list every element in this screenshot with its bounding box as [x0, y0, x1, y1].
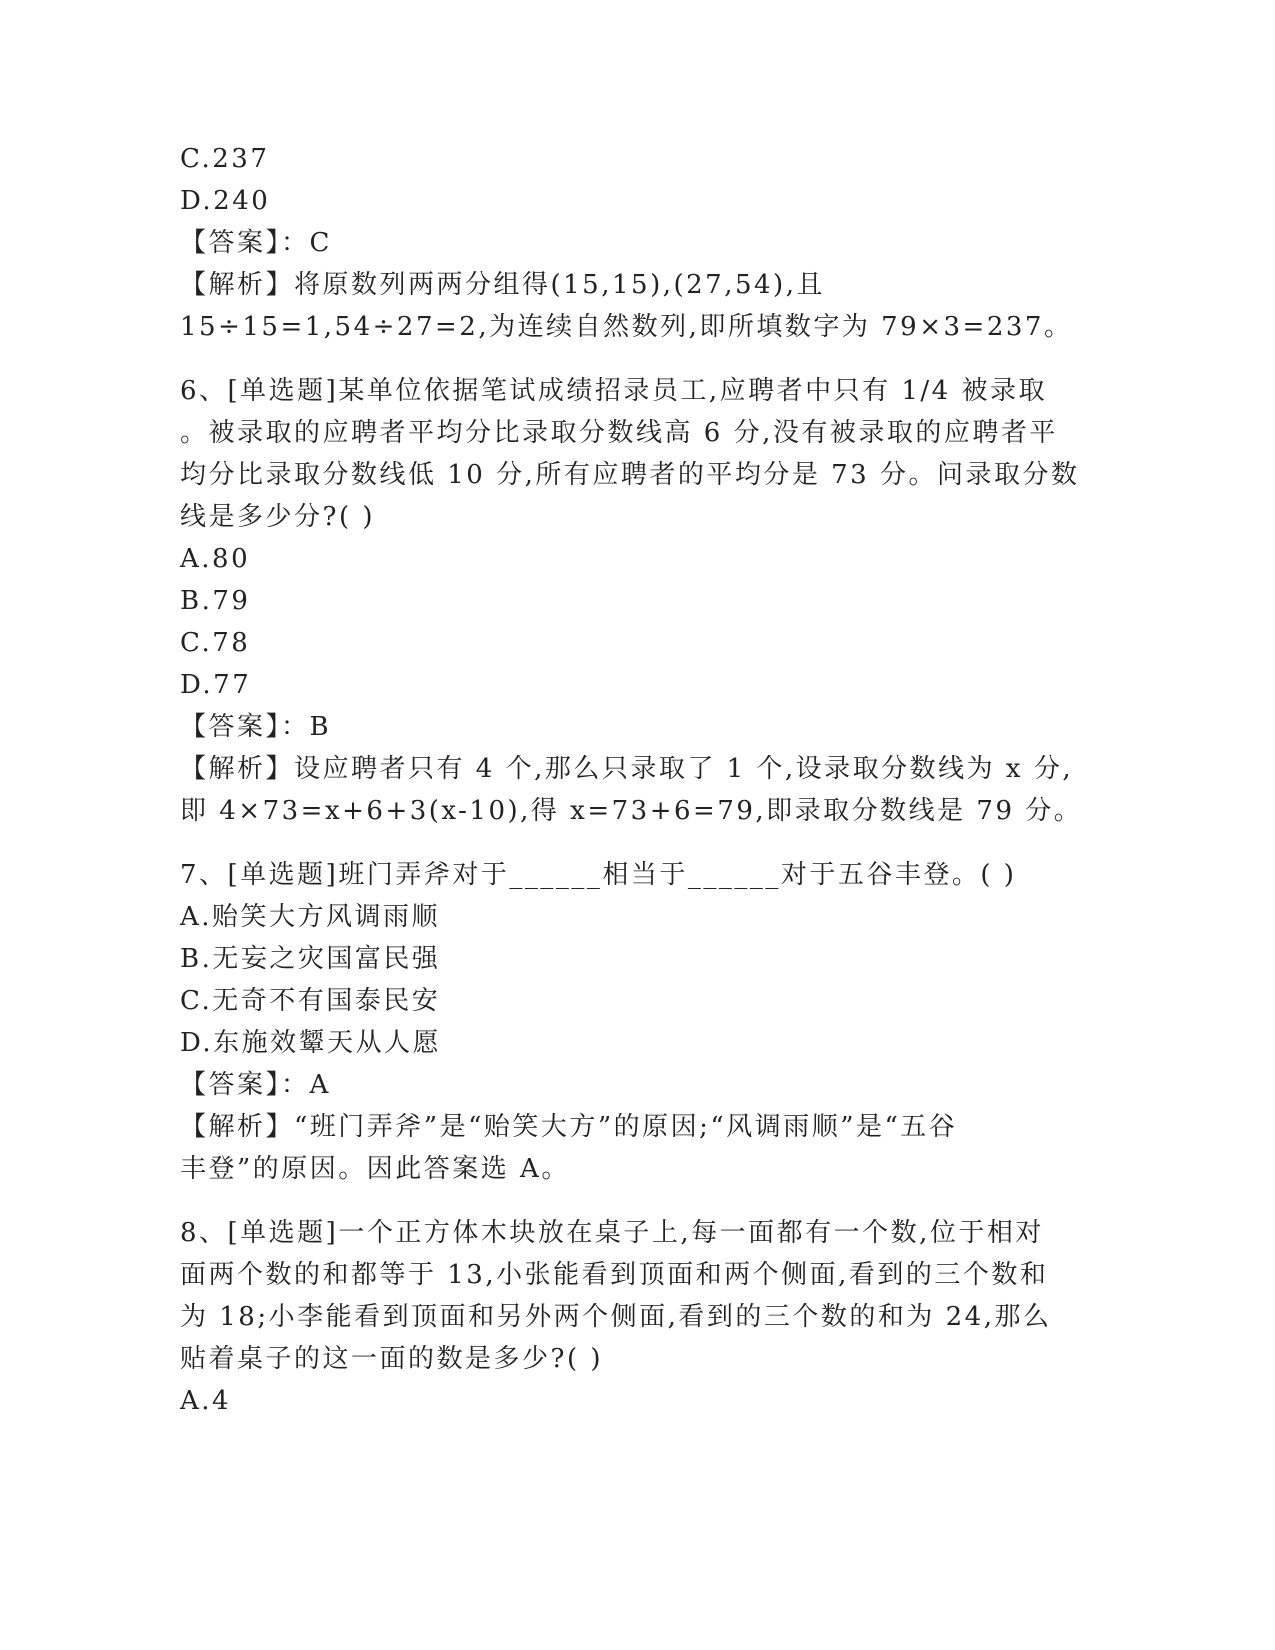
option-c: C.78: [180, 628, 251, 658]
spacer: [180, 348, 1080, 370]
analysis-line: 【解析】设应聘者只有 4 个,那么只录取了 1 个,设录取分数线为 x 分,: [180, 754, 1074, 784]
question-stem-line: 6、[单选题]某单位依据笔试成绩招录员工,应聘者中只有 1/4 被录取: [180, 376, 1047, 406]
option-d: D.77: [180, 670, 252, 700]
option-d: D.240: [180, 186, 271, 216]
question-stem-line: 。被录取的应聘者平均分比录取分数线高 6 分,没有被录取的应聘者平: [180, 418, 1058, 448]
answer-line: 【答案】：C: [180, 228, 332, 258]
option-d: D.东施效颦天从人愿: [180, 1028, 442, 1058]
question-stem-line: 8、[单选题]一个正方体木块放在桌子上,每一面都有一个数,位于相对: [180, 1218, 1044, 1248]
option-a: A.80: [180, 544, 251, 574]
option-b: B.79: [180, 586, 251, 616]
option-a: A.4: [180, 1386, 232, 1416]
answer-line: 【答案】：B: [180, 712, 332, 742]
analysis-line: 即 4×73=x+6+3(x-10),得 x=73+6=79,即录取分数线是 79 分。: [180, 796, 1083, 826]
question-stem-line: 贴着桌子的这一面的数是多少?( ): [180, 1344, 603, 1374]
option-b: B.无妄之灾国富民强: [180, 944, 441, 974]
answer-line: 【答案】：A: [180, 1070, 331, 1100]
option-a: A.贻笑大方风调雨顺: [180, 902, 441, 932]
question-5-tail: [180, 138, 1080, 348]
question-stem-line: 线是多少分?( ): [180, 502, 375, 532]
analysis-line: 【解析】将原数列两两分组得(15,15),(27,54),且: [180, 270, 825, 300]
option-c: C.无奇不有国泰民安: [180, 986, 441, 1016]
question-stem-line: 均分比录取分数线低 10 分,所有应聘者的平均分是 73 分。问录取分数: [180, 460, 1080, 490]
option-c: C.237: [180, 144, 270, 174]
question-stem-line: 7、[单选题]班门弄斧对于______相当于______对于五谷丰登。( ): [180, 860, 1017, 890]
spacer: [180, 832, 1080, 854]
analysis-line: 15÷15=1,54÷27=2,为连续自然数列,即所填数字为 79×3=237。: [180, 312, 1073, 342]
question-8: [180, 1212, 1080, 1422]
question-7: [180, 854, 1080, 1190]
analysis-line: 【解析】“班门弄斧”是“贻笑大方”的原因;“风调雨顺”是“五谷: [180, 1112, 958, 1142]
question-stem-line: 为 18;小李能看到顶面和另外两个侧面,看到的三个数的和为 24,那么: [180, 1302, 1052, 1332]
spacer: [180, 1190, 1080, 1212]
document-page: [180, 138, 1083, 1422]
analysis-line: 丰登”的原因。因此答案选 A。: [180, 1154, 570, 1184]
question-6: [180, 370, 1083, 832]
question-stem-line: 面两个数的和都等于 13,小张能看到顶面和两个侧面,看到的三个数和: [180, 1260, 1049, 1290]
